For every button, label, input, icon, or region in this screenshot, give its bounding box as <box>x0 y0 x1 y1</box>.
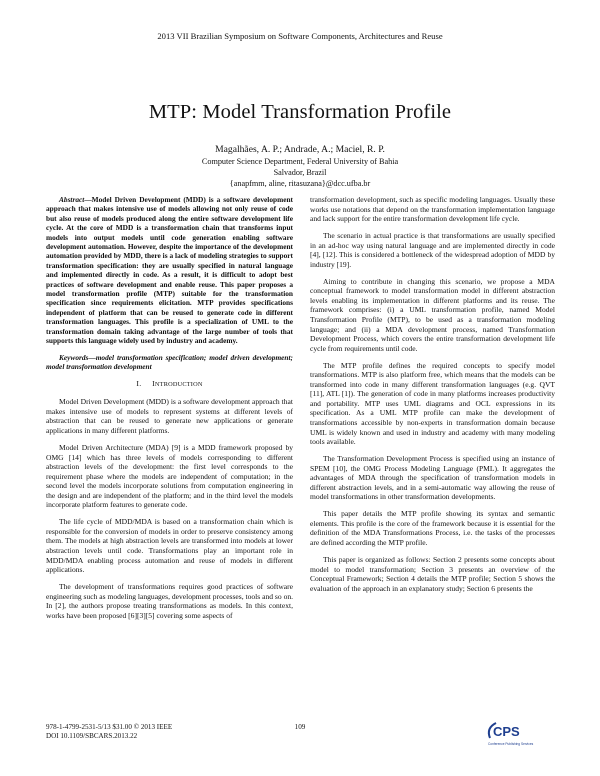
section-title-rest: NTRODUCTION <box>154 381 203 389</box>
paragraph: Model Driven Architecture (MDA) [9] is a MDD framework proposed by OMG [14] which has three levels of models corresponding to different abstraction levels of the development: the first level corresponds to the requirement phase where the models are independent of computation; in the second level the models incorporate solutions from computation engineering in the design and are independent of the platform; and in the third level the models incorporate platform features to generate code. <box>46 443 293 510</box>
abstract-lead: Abstract <box>59 195 85 204</box>
paragraph-continuation: transformation development, such as specific modeling languages. Usually these works use notations that depend on the transformation implementation language and lack support for the entire transformation development life cycle. <box>310 195 555 224</box>
running-head: 2013 VII Brazilian Symposium on Software Components, Architectures and Reuse <box>157 31 443 41</box>
authors: Magalhães, A. P.; Andrade, A.; Maciel, R. P. <box>215 144 385 155</box>
paragraph: The life cycle of MDD/MDA is based on a transformation chain which is responsible for the conversion of models in order to preserve consistency among them. The models at high abstraction levels are transformed into models at lower abstraction levels until code. Transformations play an important role in MDD/MDA enabling process automation and reuse of models in different applications. <box>46 517 293 575</box>
affiliation-city: Salvador, Brazil <box>273 168 327 177</box>
page-number: 109 <box>294 723 306 731</box>
abstract-text: —Model Driven Development (MDD) is a software development approach that makes intensive use of models allowing not only reuse of code but also reuse of models produced along the entire software development life cycle. At the core of MDD is a transformation chain that transforms input models into output models until code generation enabling software development automation. However, despite the importance of the development automation provided by MDD, there is a lack of modeling strategies to support transformation specification: they are usually specified in natural language and implemented directly in code. As a result, it is difficult to adopt best practices of software development and enable reuse. This paper proposes a model transformation profile (MTP) suitable for the transformation specification since requirements elicitation. MTP provides specifications independent of platform that can be reused to generate code in different transformation languages. This profile is a specialization of UML to the transformation domain taking advantage of the large number of tools that supports this language widely used by industry and academy. <box>46 195 293 346</box>
left-column <box>46 195 293 628</box>
logo-text: CPS <box>493 724 520 739</box>
section-title-first: I <box>152 379 155 389</box>
right-column <box>310 195 555 601</box>
section-numeral: I. <box>136 379 142 389</box>
paragraph: The MTP profile defines the required concepts to specify model transformations. MTP is also platform free, which means that the models can be transformed into code in many different transformation languages (e.g. QVT [11], ATL [1]). The generation of code in many platforms increases productivity and portability. MTP uses UML diagrams and OCL expressions in its specification. As a UML MTP profile can make the development of transformations accessible by non-experts in transformation domain because UML is widely known and used in industry and academy with many modeling tools available. <box>310 360 555 447</box>
cps-logo <box>484 718 556 748</box>
logo-subtext: Conference Publishing Services <box>488 742 534 746</box>
footer-doi: DOI 10.1109/SBCARS.2013.22 <box>46 732 138 740</box>
footer-isbn: 978-1-4799-2531-5/13 $31.00 © 2013 IEEE <box>46 723 173 731</box>
section-heading-introduction <box>46 379 293 390</box>
paragraph: This paper is organized as follows: Section 2 presents some concepts about model to model transformation; Section 3 presents an overview of the Conceptual Framework; Section 4 details the MTP profile; Section 5 shows the evaluation of the approach in an explanatory study; Section 6 presents the <box>310 555 555 593</box>
paragraph: Model Driven Development (MDD) is a software development approach that makes intensive use of models to represent systems at different levels of abstraction that can be reused to generate new applications or generate applications in many different platforms. <box>46 397 293 435</box>
paragraph: This paper details the MTP profile showing its syntax and semantic elements. This profile is the core of the framework because it is essential for the definition of the MDA Transformations Process, i.e. the tasks of the processes are defined according the MTP profile. <box>310 509 555 547</box>
paper-title: MTP: Model Transformation Profile <box>148 101 452 123</box>
keywords: Keywords—model transformation specification; model driven development; model transformation development <box>46 353 293 372</box>
affiliation-email: {anapfmm, aline, ritasuzana}@dcc.ufba.br <box>229 179 371 188</box>
paragraph: The scenario in actual practice is that transformations are usually specified in an ad-hoc way using natural language and are implemented directly in code [4], [12]. This is considered a bottleneck of the widespread adoption of MDD by industry [19]. <box>310 231 555 269</box>
abstract <box>46 195 293 346</box>
paragraph: The development of transformations requires good practices of software engineering such as modeling languages, development processes, tools and so on. In [2], the authors propose treating transformations as models. In this context, works have been proposed [6][3][5] covering some aspects of <box>46 582 293 620</box>
paragraph: Aiming to contribute in changing this scenario, we propose a MDA conceptual framework to model transformation model in different abstraction levels enabling its implementation in different platforms and its reuse. The framework comprises: (i) a UML transformation profile, named Model Transformation Profile (MTP), to be used as a transformation modeling language; and (ii) a MDA development process, named Transformation Development Process, which covers the entire transformation development life cycle from requirements until code. <box>310 276 555 353</box>
paragraph: The Transformation Development Process is specified using an instance of SPEM [10], the OMG Process Modeling Language (PML). It aggregates the advantages of MDA through the specification of transformation models in different abstraction levels, and in a semi-automatic way allowing the reuse of model transformations in other transformation developments. <box>310 454 555 502</box>
affiliation-department: Computer Science Department, Federal University of Bahia <box>201 157 399 166</box>
